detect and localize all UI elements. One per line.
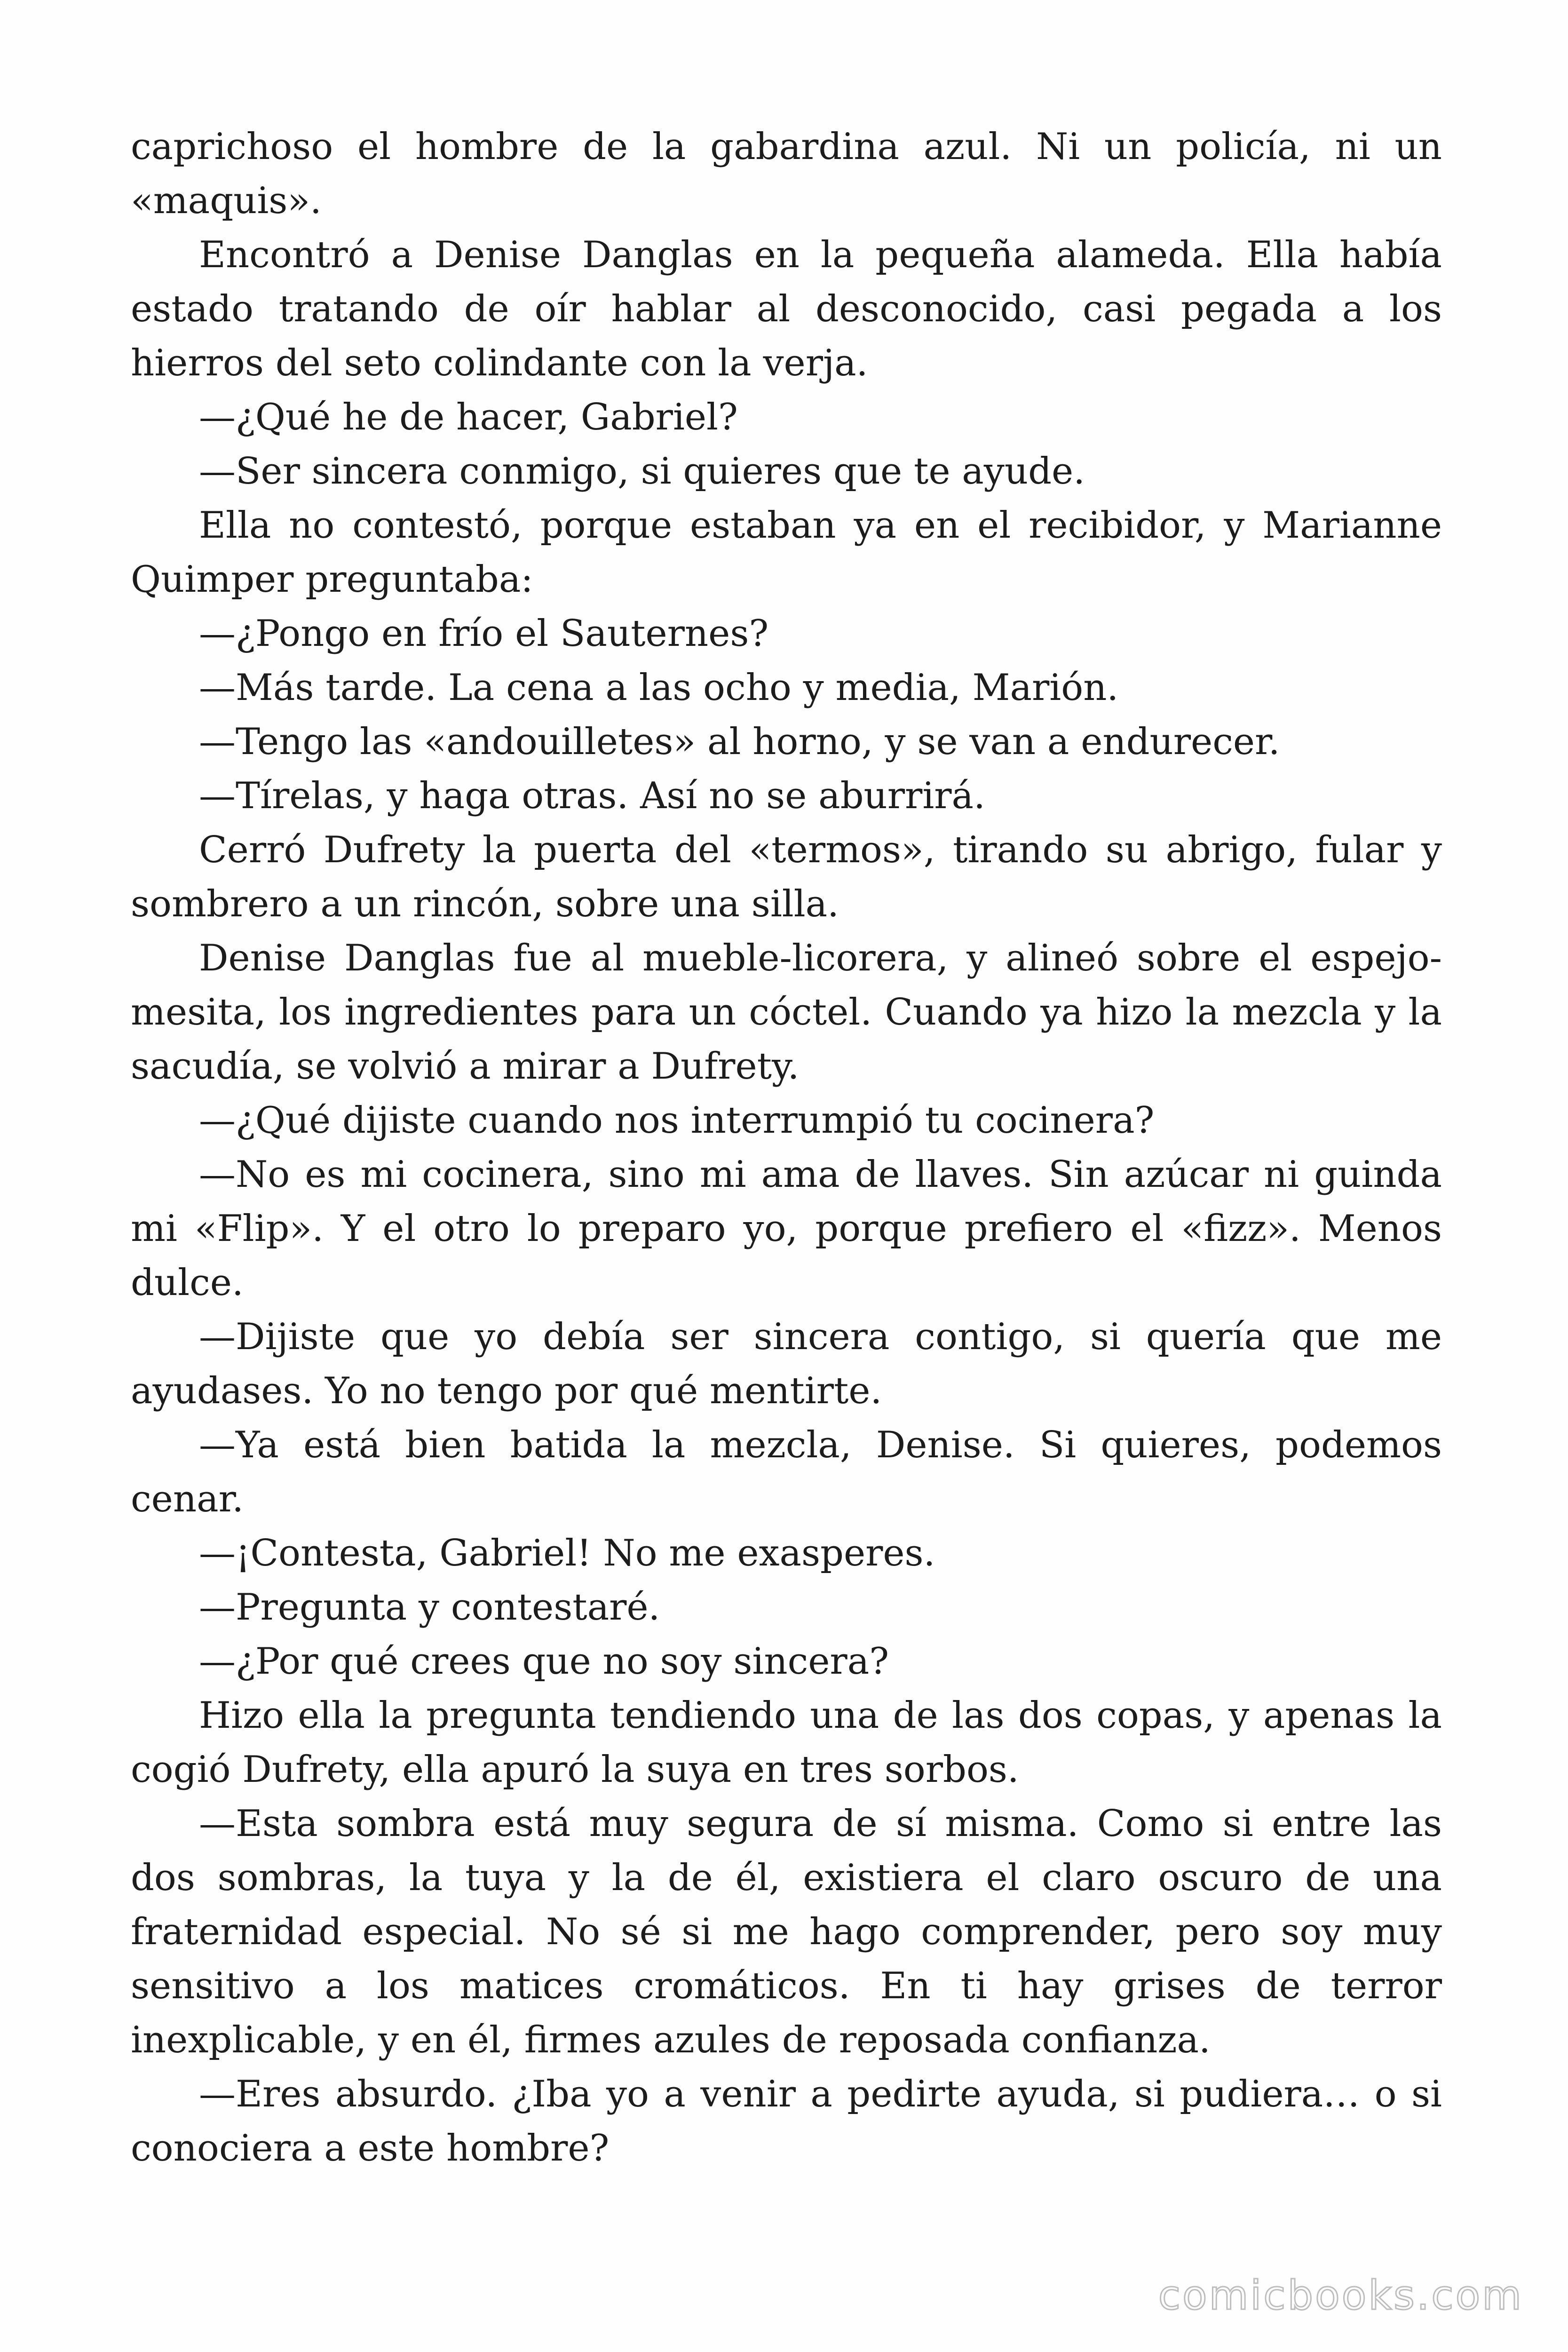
paragraph: —Esta sombra está muy segura de sí misma. Como si entre las dos sombras, la tuya y la de él, existiera el claro oscuro de una fraternidad especial. No sé si me hago comprender, pero soy muy sensitivo a los matices cromáticos. En ti hay grises de terror inexplicable, y en él, firmes azules de reposada confianza. xyxy=(131,1803,1442,2061)
paragraph: —Más tarde. La cena a las ocho y media, Marión. xyxy=(199,667,1119,709)
paragraph: Encontró a Denise Danglas en la pequeña alameda. Ella había estado tratando de oír hablar al desconocido, casi pegada a los hierros del seto colindante con la verja. xyxy=(131,234,1442,384)
paragraph: Denise Danglas fue al mueble-licorera, y alineó sobre el espejo-mesita, los ingredientes para un cóctel. Cuando ya hizo la mezcla y la sacudía, se volvió a mirar a Dufrety. xyxy=(131,937,1442,1088)
paragraph: —¿Qué he de hacer, Gabriel? xyxy=(199,396,738,438)
paragraph: —Ser sincera conmigo, si quieres que te ayude. xyxy=(199,450,1085,493)
paragraph: —¿Qué dijiste cuando nos interrumpió tu cocinera? xyxy=(199,1099,1155,1142)
paragraph: —¿Por qué crees que no soy sincera? xyxy=(199,1640,889,1683)
paragraph: Hizo ella la pregunta tendiendo una de las dos copas, y apenas la cogió Dufrety, ella apuró la suya en tres sorbos. xyxy=(131,1694,1442,1791)
paragraph: —Dijiste que yo debía ser sincera contigo, si quería que me ayudases. Yo no tengo por qué mentirte. xyxy=(131,1316,1442,1412)
paragraph: caprichoso el hombre de la gabardina azul. Ni un policía, ni un «maquis». xyxy=(131,126,1442,222)
paragraph: Ella no contestó, porque estaban ya en el recibidor, y Marianne Quimper preguntaba: xyxy=(131,504,1442,601)
paragraph: —¡Contesta, Gabriel! No me exasperes. xyxy=(199,1532,935,1574)
paragraph: —Ya está bien batida la mezcla, Denise. Si quieres, podemos cenar. xyxy=(131,1424,1442,1520)
book-page-text xyxy=(131,120,1442,2213)
paragraph: Cerró Dufrety la puerta del «termos», tirando su abrigo, fular y sombrero a un rincón, sobre una silla. xyxy=(131,829,1442,925)
paragraph: —¿Pongo en frío el Sauternes? xyxy=(199,612,769,655)
paragraph: —No es mi cocinera, sino mi ama de llaves. Sin azúcar ni guinda mi «Flip». Y el otro lo preparo yo, porque prefiero el «fizz». Menos dulce. xyxy=(131,1153,1442,1304)
paragraph: —Tengo las «andouilletes» al horno, y se van a endurecer. xyxy=(199,721,1280,763)
paragraph: —Eres absurdo. ¿Iba yo a venir a pedirte ayuda, si pudiera… o si conociera a este hombre? xyxy=(131,2073,1442,2169)
site-watermark: comicbooks.com xyxy=(1158,2272,1523,2319)
paragraph: —Tírelas, y haga otras. Así no se aburrirá. xyxy=(199,775,985,817)
paragraph: —Pregunta y contestaré. xyxy=(199,1586,660,1629)
